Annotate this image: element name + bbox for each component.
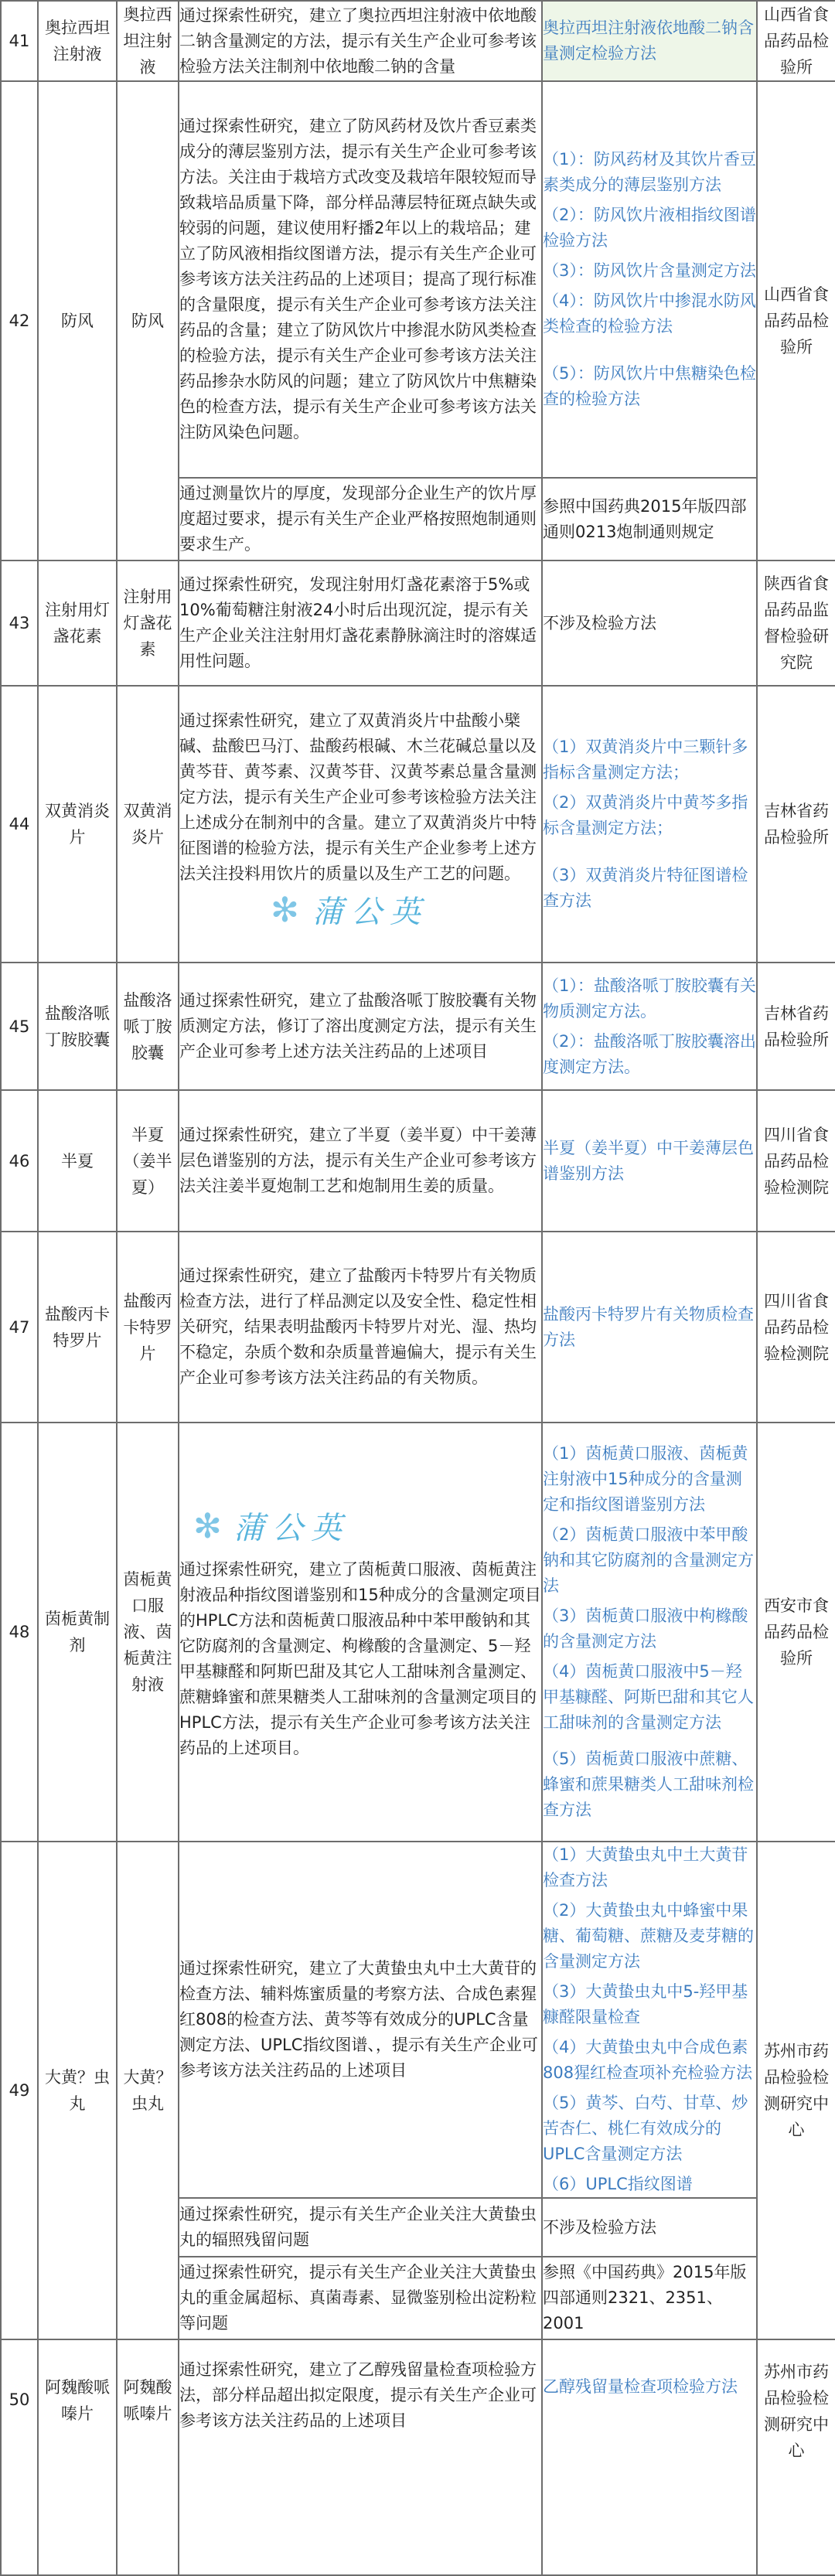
inspection-org: 陕西省食品药品监督检验研究院 bbox=[757, 561, 835, 686]
test-method: 奥拉西坦注射液依地酸二钠含量测定检验方法 bbox=[542, 1, 757, 81]
dandelion-icon: ✻ bbox=[193, 1507, 222, 1546]
table-row bbox=[1, 1, 835, 81]
inspection-org: 苏州市药品检验检测研究中心 bbox=[757, 2339, 835, 2575]
table-row bbox=[1, 963, 835, 1090]
watermark bbox=[179, 887, 541, 941]
product-spec: 大黄？虫丸 bbox=[117, 1842, 179, 2339]
watermark-text: 蒲公英 bbox=[312, 894, 428, 930]
inspection-org: 西安市食品药品检验所 bbox=[757, 1423, 835, 1842]
finding-description bbox=[179, 1423, 542, 1842]
test-method: 参照《中国药典》2015年版四部通则2321、2351、2001 bbox=[542, 2257, 757, 2339]
finding-description: 通过测量饮片的厚度，发现部分企业生产的饮片厚度超过要求，提示有关生产企业严格按照炮制通则要求生产。 bbox=[179, 478, 542, 561]
finding-description: 通过探索性研究，建立了奥拉西坦注射液中依地酸二钠含量测定的方法，提示有关生产企业可参考该检验方法关注制剂中依地酸二钠的含量 bbox=[179, 1, 542, 81]
method-item: （4）：防风饮片中掺混水防风类检查的检验方法 bbox=[543, 291, 756, 336]
method-item: （4）大黄蛰虫丸中合成色素808猩红检查项补充检验方法 bbox=[543, 2038, 753, 2082]
test-method-list bbox=[542, 1842, 757, 2198]
table-row bbox=[1, 1232, 835, 1423]
row-number: 44 bbox=[1, 686, 38, 963]
row-number: 49 bbox=[1, 1842, 38, 2339]
finding-description: 通过探索性研究，建立了乙醇残留量检查项检验方法，部分样品超出拟定限度，提示有关生产企业可参考该方法关注药品的上述项目 bbox=[179, 2339, 542, 2575]
method-item: （1）大黄蛰虫丸中土大黄苷检查方法 bbox=[543, 1845, 748, 1889]
method-item: （3）双黄消炎片特征图谱检查方法 bbox=[543, 866, 748, 910]
method-item: （5）茵栀黄口服液中蔗糖、蜂蜜和蔗果糖类人工甜味剂检查方法 bbox=[543, 1750, 754, 1819]
product-name: 防风 bbox=[38, 81, 117, 561]
inspection-org: 山西省食品药品检验所 bbox=[757, 81, 835, 561]
inspection-org: 四川省食品药品检验检测院 bbox=[757, 1232, 835, 1423]
product-name: 阿魏酸哌嗪片 bbox=[38, 2339, 117, 2575]
test-method: 盐酸丙卡特罗片有关物质检查方法 bbox=[542, 1232, 757, 1423]
finding-description: 通过探索性研究，建立了盐酸洛哌丁胺胶囊有关物质测定方法，修订了溶出度测定方法，提示有关生产企业可参考上述方法关注药品的上述项目 bbox=[179, 963, 542, 1090]
row-number: 48 bbox=[1, 1423, 38, 1842]
finding-description: 通过探索性研究，提示有关生产企业关注大黄蛰虫丸的辐照残留问题 bbox=[179, 2198, 542, 2257]
method-item: （5）黄芩、白芍、甘草、炒苦杏仁、桃仁有效成分的UPLC含量测定方法 bbox=[543, 2094, 748, 2163]
row-number: 42 bbox=[1, 81, 38, 561]
finding-description: 通过探索性研究，建立了盐酸丙卡特罗片有关物质检查方法，进行了样品测定以及安全性、稳定性相关研究，结果表明盐酸丙卡特罗片对光、湿、热均不稳定，杂质个数和杂质量普遍偏大，提示有关生产企业可参考该方法关注药品的有关物质。 bbox=[179, 1232, 542, 1423]
product-name: 盐酸丙卡特罗片 bbox=[38, 1232, 117, 1423]
method-item: （4）茵栀黄口服液中5－羟甲基糠醛、阿斯巴甜和其它人工甜味剂的含量测定方法 bbox=[543, 1662, 754, 1732]
row-number: 46 bbox=[1, 1090, 38, 1232]
product-spec: 双黄消炎片 bbox=[117, 686, 179, 963]
description-text: 通过探索性研究，建立了双黄消炎片中盐酸小檗碱、盐酸巴马汀、盐酸药根碱、木兰花碱总量以及黄芩苷、黄芩素、汉黄芩苷、汉黄芩素总量含量测定方法，提示有关生产企业可参考该检验方法关注上述成分在制剂中的含量。建立了双黄消炎片中特征图谱的检验方法，提示有关生产企业参考上述方法关注投料用饮片的质量以及生产工艺的问题。 bbox=[179, 710, 537, 883]
method-item: （2）：防风饮片液相指纹图谱检验方法 bbox=[543, 206, 756, 250]
description-text: 通过探索性研究，建立了茵栀黄口服液、茵栀黄注射液品种指纹图谱鉴别和15种成分的含量测定项目的HPLC方法和茵栀黄口服液品种中苯甲酸钠和其它防腐剂的含量测定、枸橼酸的含量测定、5－羟甲基糠醛和阿斯巴甜及其它人工甜味剂含量测定、蔗糖蜂蜜和蔗果糖类人工甜味剂的含量测定项目的HPLC方法，提示有关生产企业可参考该方法关注药品的上述项目。 bbox=[179, 1560, 541, 1757]
finding-description: 通过探索性研究，建立了防风药材及饮片香豆素类成分的薄层鉴别方法，提示有关生产企业可参考该方法。关注由于栽培方式改变及栽培年限较短而导致栽培品质量下降，部分样品薄层特征斑点缺失或较弱的问题，建议使用籽播2年以上的栽培品；建立了防风液相指纹图谱方法，提示有关生产企业可参考该方法关注药品的上述项目；提高了现行标准的含量限度，提示有关生产企业可参考该方法关注药品的含量；建立了防风饮片中掺混水防风类检查的检验方法，提示有关生产企业可参考该方法关注药品掺杂水防风的问题；建立了防风饮片中焦糖染色的检查方法，提示有关生产企业可参考该方法关注防风染色问题。 bbox=[179, 81, 542, 478]
product-spec: 半夏（姜半夏） bbox=[117, 1090, 179, 1232]
row-number: 43 bbox=[1, 561, 38, 686]
row-number: 47 bbox=[1, 1232, 38, 1423]
test-method: 半夏（姜半夏）中干姜薄层色谱鉴别方法 bbox=[542, 1090, 757, 1232]
finding-description: 通过探索性研究，建立了半夏（姜半夏）中干姜薄层色谱鉴别的方法，提示有关生产企业可参考该方法关注姜半夏炮制工艺和炮制用生姜的质量。 bbox=[179, 1090, 542, 1232]
product-spec: 注射用灯盏花素 bbox=[117, 561, 179, 686]
method-item: （2）双黄消炎片中黄芩多指标含量测定方法； bbox=[543, 793, 748, 837]
method-item: （2）大黄蛰虫丸中蜂蜜中果糖、葡萄糖、蔗糖及麦芽糖的含量测定方法 bbox=[543, 1901, 754, 1971]
product-name: 奥拉西坦注射液 bbox=[38, 1, 117, 81]
finding-description: 通过探索性研究，建立了大黄蛰虫丸中土大黄苷的检查方法、辅料炼蜜质量的考察方法、合成色素猩红808的检查方法、黄芩等有效成分的UPLC含量测定方法、UPLC指纹图谱、，提示有关生产企业可参考该方法关注药品的上述项目 bbox=[179, 1842, 542, 2198]
method-item: （1）茵栀黄口服液、茵栀黄注射液中15种成分的含量测定和指纹图谱鉴别方法 bbox=[543, 1444, 748, 1514]
test-method-list bbox=[542, 1423, 757, 1842]
test-method-list bbox=[542, 81, 757, 478]
table-row bbox=[1, 686, 835, 963]
table-row bbox=[1, 561, 835, 686]
product-name: 茵栀黄制剂 bbox=[38, 1423, 117, 1842]
product-spec: 阿魏酸哌嗪片 bbox=[117, 2339, 179, 2575]
product-spec: 盐酸丙卡特罗片 bbox=[117, 1232, 179, 1423]
test-method: 不涉及检验方法 bbox=[542, 561, 757, 686]
product-spec: 奥拉西坦注射液 bbox=[117, 1, 179, 81]
finding-description: 通过探索性研究，发现注射用灯盏花素溶于5%或10%葡萄糖注射液24小时后出现沉淀，提示有关生产企业关注注射用灯盏花素静脉滴注时的溶媒适用性问题。 bbox=[179, 561, 542, 686]
product-name: 半夏 bbox=[38, 1090, 117, 1232]
inspection-org: 四川省食品药品检验检测院 bbox=[757, 1090, 835, 1232]
product-name: 双黄消炎片 bbox=[38, 686, 117, 963]
method-item: （3）：防风饮片含量测定方法 bbox=[543, 261, 756, 280]
dandelion-icon: ✻ bbox=[271, 890, 299, 930]
product-spec: 茵栀黄口服液、茵栀黄注射液 bbox=[117, 1423, 179, 1842]
product-name: 盐酸洛哌丁胺胶囊 bbox=[38, 963, 117, 1090]
method-item: （1）：盐酸洛哌丁胺胶囊有关物质测定方法。 bbox=[543, 976, 756, 1021]
product-spec: 防风 bbox=[117, 81, 179, 561]
inspection-org: 吉林省药品检验所 bbox=[757, 686, 835, 963]
table-row bbox=[1, 1842, 835, 2198]
row-number: 45 bbox=[1, 963, 38, 1090]
finding-description bbox=[179, 686, 542, 963]
method-item: （6）UPLC指纹图谱 bbox=[543, 2175, 693, 2193]
test-method: 参照中国药典2015年版四部通则0213炮制通则规定 bbox=[542, 478, 757, 561]
product-name: 大黄？虫丸 bbox=[38, 1842, 117, 2339]
test-method-list bbox=[542, 686, 757, 963]
row-number: 50 bbox=[1, 2339, 38, 2575]
inspection-org: 苏州市药品检验检测研究中心 bbox=[757, 1842, 835, 2339]
watermark bbox=[179, 1503, 541, 1557]
method-item: （3）大黄蛰虫丸中5-羟甲基糠醛限量检查 bbox=[543, 1982, 748, 2026]
row-number: 41 bbox=[1, 1, 38, 81]
method-item: （2）：盐酸洛哌丁胺胶囊溶出度测定方法。 bbox=[543, 1031, 756, 1076]
test-method: 乙醇残留量检查项检验方法 bbox=[542, 2339, 757, 2575]
inspection-org: 吉林省药品检验所 bbox=[757, 963, 835, 1090]
watermark-text: 蒲公英 bbox=[233, 1511, 349, 1546]
table-row bbox=[1, 2339, 835, 2575]
finding-description: 通过探索性研究，提示有关生产企业关注大黄蛰虫丸的重金属超标、真菌毒素、显微鉴别检出淀粉粒等问题 bbox=[179, 2257, 542, 2339]
table-row bbox=[1, 1090, 835, 1232]
test-method: 不涉及检验方法 bbox=[542, 2198, 757, 2257]
method-item: （5）：防风饮片中焦糖染色检查的检验方法 bbox=[543, 364, 756, 408]
method-item: （2）茵栀黄口服液中苯甲酸钠和其它防腐剂的含量测定方法 bbox=[543, 1525, 754, 1595]
product-name: 注射用灯盏花素 bbox=[38, 561, 117, 686]
product-spec: 盐酸洛哌丁胺胶囊 bbox=[117, 963, 179, 1090]
inspection-org: 山西省食品药品检验所 bbox=[757, 1, 835, 81]
table-row bbox=[1, 1423, 835, 1842]
test-method-list bbox=[542, 963, 757, 1090]
method-item: （1）双黄消炎片中三颗针多指标含量测定方法； bbox=[543, 738, 748, 782]
table-row bbox=[1, 81, 835, 478]
method-item: （3）茵栀黄口服液中枸橼酸的含量测定方法 bbox=[543, 1607, 748, 1651]
method-item: （1）：防风药材及其饮片香豆素类成分的薄层鉴别方法 bbox=[543, 150, 756, 194]
